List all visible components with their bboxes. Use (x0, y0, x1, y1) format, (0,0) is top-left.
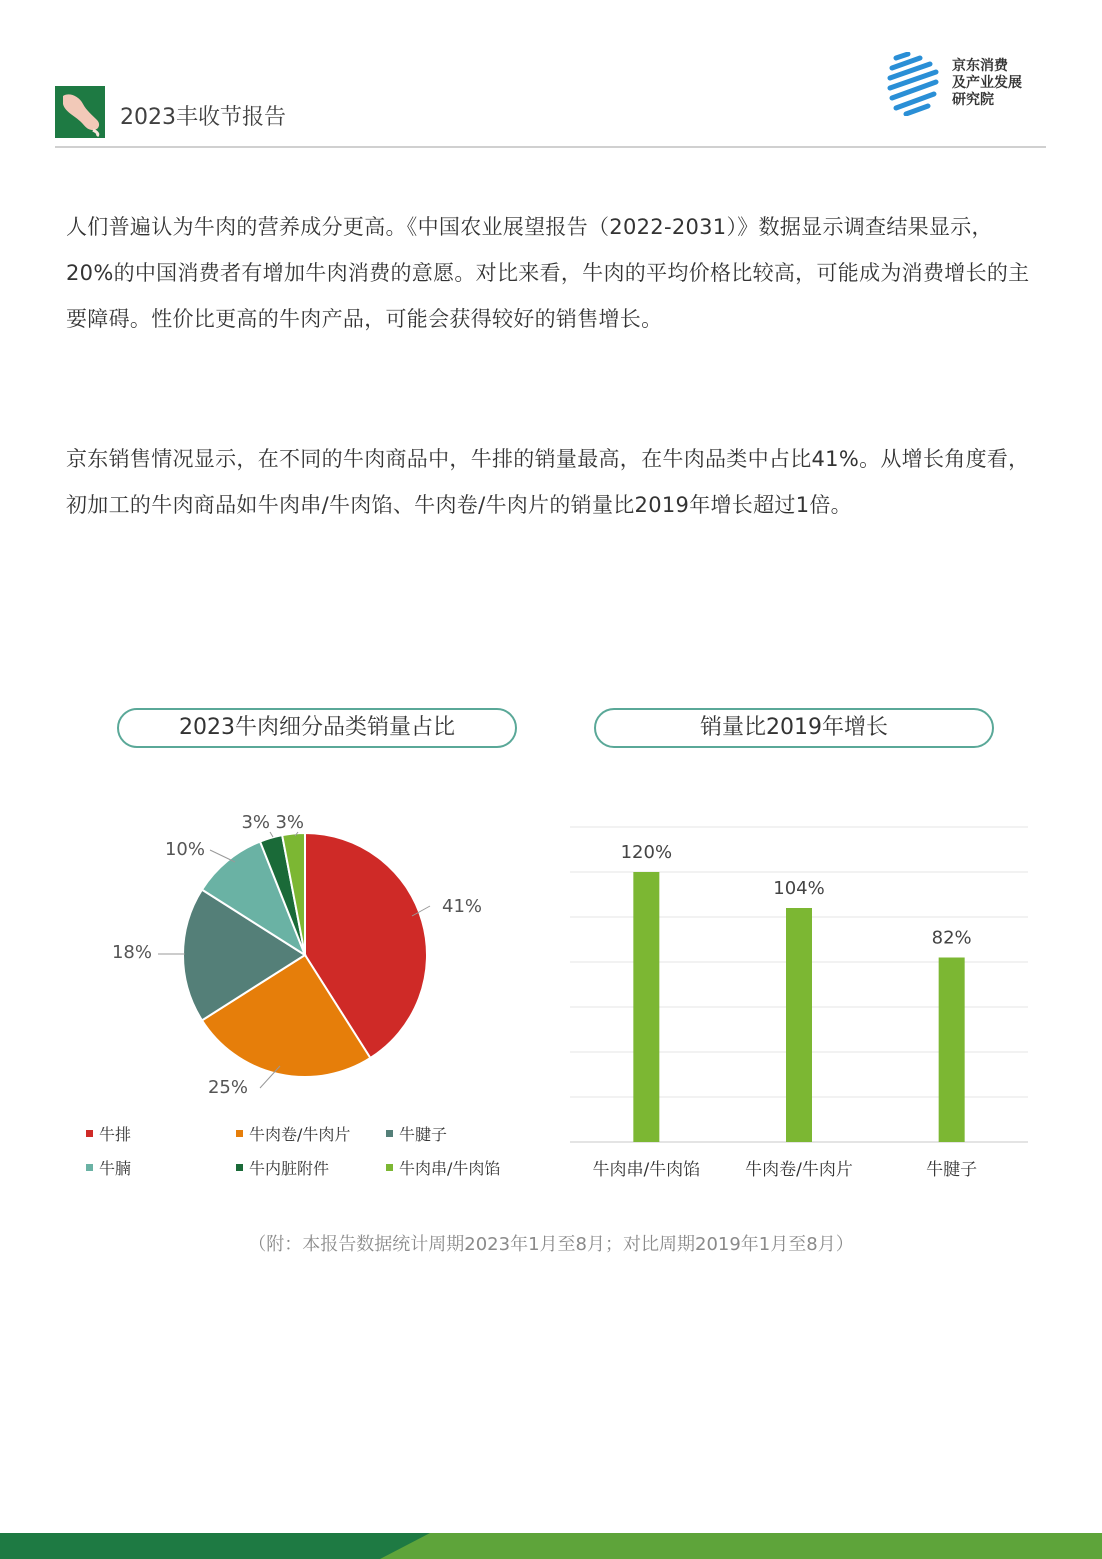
legend-swatch (386, 1164, 393, 1171)
legend-label: 牛肉卷/牛肉片 (249, 1125, 351, 1144)
legend-item (386, 1122, 447, 1145)
bar-chart (565, 810, 1035, 1190)
legend-label: 牛内脏附件 (249, 1159, 330, 1178)
body-paragraph-2: 京东销售情况显示，在不同的牛肉商品中，牛排的销量最高，在牛肉品类中占比41%。从增长角度看，初加工的牛肉商品如牛肉串/牛肉馅、牛肉卷/牛肉片的销量比2019年增长超过1倍。 (66, 447, 1030, 517)
legend-item (236, 1122, 350, 1145)
legend-swatch (236, 1164, 243, 1171)
pie-leader-line (270, 832, 273, 837)
bar-data-label: 120% (620, 842, 673, 863)
legend-swatch (386, 1130, 393, 1137)
report-title: 2023丰收节报告 (120, 105, 286, 130)
legend-label: 牛腩 (99, 1159, 132, 1178)
bar (939, 958, 965, 1143)
pie-data-label: 18% (111, 942, 152, 963)
pie-chart (90, 800, 550, 1110)
pie-data-label: 3% (241, 812, 270, 833)
bar-data-label: 82% (931, 927, 972, 949)
body-paragraph-1: 人们普遍认为牛肉的营养成分更高。《中国农业展望报告（2022-2031）》数据显示调查结果显示，20%的中国消费者有增加牛肉消费的意愿。对比来看，牛肉的平均价格比较高，可能成为消费增长的主要障碍。性价比更高的牛肉产品，可能会获得较好的销售增长。 (66, 215, 1030, 331)
pie-data-label: 10% (164, 839, 205, 860)
meat-drumstick-icon (55, 86, 105, 138)
legend-item (236, 1156, 329, 1179)
header-divider (55, 146, 1046, 148)
header-logo (55, 86, 105, 138)
x-tick-label: 牛肉卷/牛肉片 (745, 1160, 853, 1180)
x-tick-label: 牛腱子 (926, 1160, 978, 1180)
pie-data-label: 25% (207, 1077, 248, 1098)
legend-swatch (86, 1164, 93, 1171)
org-name-line: 研究院 (952, 92, 994, 108)
x-tick-label: 牛肉串/牛肉馅 (592, 1160, 701, 1180)
bar-data-label: 104% (773, 878, 825, 899)
data-period-note: （附：本报告数据统计周期2023年1月至8月；对比周期2019年1月至8月） (248, 1234, 854, 1255)
legend-swatch (86, 1130, 93, 1137)
legend-label: 牛腱子 (399, 1125, 448, 1144)
pie-legend (86, 1122, 556, 1182)
legend-item (386, 1156, 500, 1179)
footer-band (0, 1533, 1102, 1559)
bar (633, 872, 659, 1142)
bar (786, 908, 812, 1142)
legend-label: 牛肉串/牛肉馅 (399, 1159, 501, 1178)
legend-swatch (236, 1130, 243, 1137)
pie-data-label: 3% (275, 812, 304, 833)
legend-label: 牛排 (99, 1125, 132, 1144)
legend-item (86, 1156, 131, 1179)
org-name-line: 京东消费 (952, 58, 1008, 74)
org-name-line: 及产业发展 (952, 75, 1022, 91)
pie-chart-title: 2023牛肉细分品类销量占比 (117, 708, 517, 748)
org-name (952, 58, 1022, 109)
jd-research-logo-icon (886, 52, 946, 116)
pie-data-label: 41% (442, 896, 483, 917)
pie-leader-line (210, 850, 235, 862)
legend-item (86, 1122, 131, 1145)
bar-chart-title: 销量比2019年增长 (594, 708, 994, 748)
